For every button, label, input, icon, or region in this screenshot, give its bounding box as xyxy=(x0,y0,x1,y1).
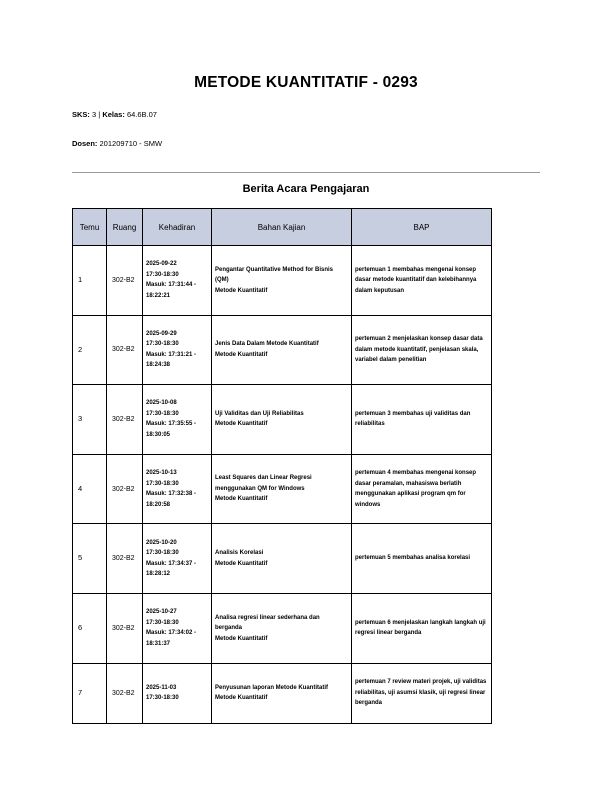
cell-kehadiran xyxy=(143,454,212,524)
bap-text: pertemuan 4 membahas mengenai konsep dasar peramalan, mahasiswa berlatih menggunakan aplikasi program qm for windows xyxy=(355,470,477,508)
kehadiran-masuk: Masuk: 17:34:37 - 18:28:12 xyxy=(146,560,197,578)
cell-ruang: 302-B2 xyxy=(107,593,143,663)
bap-text: pertemuan 6 menjelaskan langkah langkah uji regresi linear berganda xyxy=(355,619,486,637)
cell-bap xyxy=(352,385,492,455)
cell-kehadiran xyxy=(143,524,212,594)
bahan-topic: Penyusunan laporan Metode Kuantitatif xyxy=(215,684,329,691)
bahan-course: Metode Kuantitatif xyxy=(215,635,268,642)
cell-kehadiran xyxy=(143,385,212,455)
table-row xyxy=(73,524,492,594)
kehadiran-time: 17:30-18:30 xyxy=(146,410,179,417)
cell-bap xyxy=(352,246,492,316)
bahan-course: Metode Kuantitatif xyxy=(215,695,268,702)
bahan-topic: Analisa regresi linear sederhana dan berganda xyxy=(215,614,320,632)
bahan-course: Metode Kuantitatif xyxy=(215,560,268,567)
cell-temu: 5 xyxy=(73,524,107,594)
bap-text: pertemuan 3 membahas uji validitas dan reliabilitas xyxy=(355,410,471,428)
header-bap: BAP xyxy=(352,209,492,246)
table-row xyxy=(73,246,492,316)
kehadiran-date: 2025-10-08 xyxy=(146,400,177,407)
cell-temu: 3 xyxy=(73,385,107,455)
cell-bahan-kajian xyxy=(212,524,352,594)
table-row xyxy=(73,593,492,663)
sks-value: 3 xyxy=(92,110,97,119)
bap-text: pertemuan 1 membahas mengenai konsep dasar metode kuantitatif dan kelebihannya dalam keputusan xyxy=(355,266,477,294)
header-bahan-kajian: Bahan Kajian xyxy=(212,209,352,246)
sks-label: SKS: xyxy=(72,110,90,119)
kelas-label: Kelas: xyxy=(102,110,125,119)
bap-text: pertemuan 2 menjelaskan konsep dasar data dalam metode kuantitatif, penjelasan skala, variabel dalam penelitian xyxy=(355,336,483,364)
bahan-topic: Jenis Data Dalam Metode Kuantitatif xyxy=(215,341,319,348)
meta-separator: | xyxy=(98,110,101,119)
cell-bahan-kajian xyxy=(212,454,352,524)
kehadiran-masuk: Masuk: 17:31:21 - 18:24:38 xyxy=(146,351,197,369)
cell-ruang: 302-B2 xyxy=(107,315,143,385)
cell-kehadiran xyxy=(143,593,212,663)
table-row xyxy=(73,663,492,723)
cell-ruang: 302-B2 xyxy=(107,385,143,455)
dosen-value: 201209710 - SMW xyxy=(99,139,163,148)
cell-temu: 7 xyxy=(73,663,107,723)
cell-temu: 1 xyxy=(73,246,107,316)
kehadiran-time: 17:30-18:30 xyxy=(146,480,179,487)
kelas-value: 64.6B.07 xyxy=(126,110,157,119)
section-title: Berita Acara Pengajaran xyxy=(242,183,370,195)
header-kehadiran: Kehadiran xyxy=(143,209,212,246)
kehadiran-date: 2025-10-27 xyxy=(146,609,177,616)
cell-kehadiran xyxy=(143,246,212,316)
kehadiran-time: 17:30-18:30 xyxy=(146,341,179,348)
kehadiran-masuk: Masuk: 17:31:44 - 18:22:21 xyxy=(146,282,197,299)
kehadiran-date: 2025-10-13 xyxy=(146,470,177,477)
cell-bahan-kajian xyxy=(212,246,352,316)
header-temu: Temu xyxy=(73,209,107,246)
kehadiran-date: 2025-10-20 xyxy=(146,539,177,546)
bahan-topic: Uji Validitas dan Uji Reliabilitas xyxy=(215,410,304,417)
cell-bap xyxy=(352,315,492,385)
cell-temu: 4 xyxy=(73,454,107,524)
cell-kehadiran xyxy=(143,315,212,385)
kehadiran-date: 2025-09-29 xyxy=(146,330,177,337)
bahan-topic: Least Squares dan Linear Regresi menggunakan QM for Windows xyxy=(215,475,312,492)
kehadiran-masuk: Masuk: 17:35:55 - 18:30:05 xyxy=(146,421,197,438)
cell-bahan-kajian xyxy=(212,593,352,663)
teaching-record-table xyxy=(72,208,492,724)
cell-bap xyxy=(352,593,492,663)
bahan-course: Metode Kuantitatif xyxy=(215,351,268,358)
cell-bahan-kajian xyxy=(212,385,352,455)
page-title: METODE KUANTITATIF - 0293 xyxy=(194,74,418,91)
cell-temu: 6 xyxy=(73,593,107,663)
kehadiran-date: 2025-11-03 xyxy=(146,684,177,691)
cell-temu: 2 xyxy=(73,315,107,385)
bap-text: pertemuan 5 membahas analisa korelasi xyxy=(355,555,471,562)
bahan-topic: Pengantar Quantitative Method for Bisnis (QM) xyxy=(215,266,334,284)
dosen-label: Dosen: xyxy=(72,139,98,148)
course-info xyxy=(72,110,157,119)
kehadiran-time: 17:30-18:30 xyxy=(146,619,179,626)
divider xyxy=(72,172,540,173)
table-row xyxy=(73,385,492,455)
cell-bap xyxy=(352,663,492,723)
cell-ruang: 302-B2 xyxy=(107,663,143,723)
cell-bap xyxy=(352,524,492,594)
bahan-course: Metode Kuantitatif xyxy=(215,421,268,428)
table-header-row xyxy=(73,209,492,246)
lecturer-info xyxy=(72,139,162,148)
cell-ruang: 302-B2 xyxy=(107,246,143,316)
table-row xyxy=(73,315,492,385)
cell-kehadiran xyxy=(143,663,212,723)
kehadiran-time: 17:30-18:30 xyxy=(146,695,179,702)
bahan-course: Metode Kuantitatif xyxy=(215,287,268,294)
table-row xyxy=(73,454,492,524)
cell-bahan-kajian xyxy=(212,663,352,723)
kehadiran-time: 17:30-18:30 xyxy=(146,550,179,557)
bahan-topic: Analisis Korelasi xyxy=(215,550,264,557)
cell-ruang: 302-B2 xyxy=(107,454,143,524)
cell-ruang: 302-B2 xyxy=(107,524,143,594)
kehadiran-masuk: Masuk: 17:32:38 - 18:20:58 xyxy=(146,491,197,508)
kehadiran-masuk: Masuk: 17:34:02 - 18:31:37 xyxy=(146,630,197,647)
header-ruang: Ruang xyxy=(107,209,143,246)
bahan-course: Metode Kuantitatif xyxy=(215,496,268,503)
bap-text: pertemuan 7 review materi projek, uji validitas reliabilitas, uji asumsi klasik, uji regresi linear berganda xyxy=(355,679,487,707)
cell-bahan-kajian xyxy=(212,315,352,385)
cell-bap xyxy=(352,454,492,524)
kehadiran-time: 17:30-18:30 xyxy=(146,271,179,278)
kehadiran-date: 2025-09-22 xyxy=(146,261,177,268)
